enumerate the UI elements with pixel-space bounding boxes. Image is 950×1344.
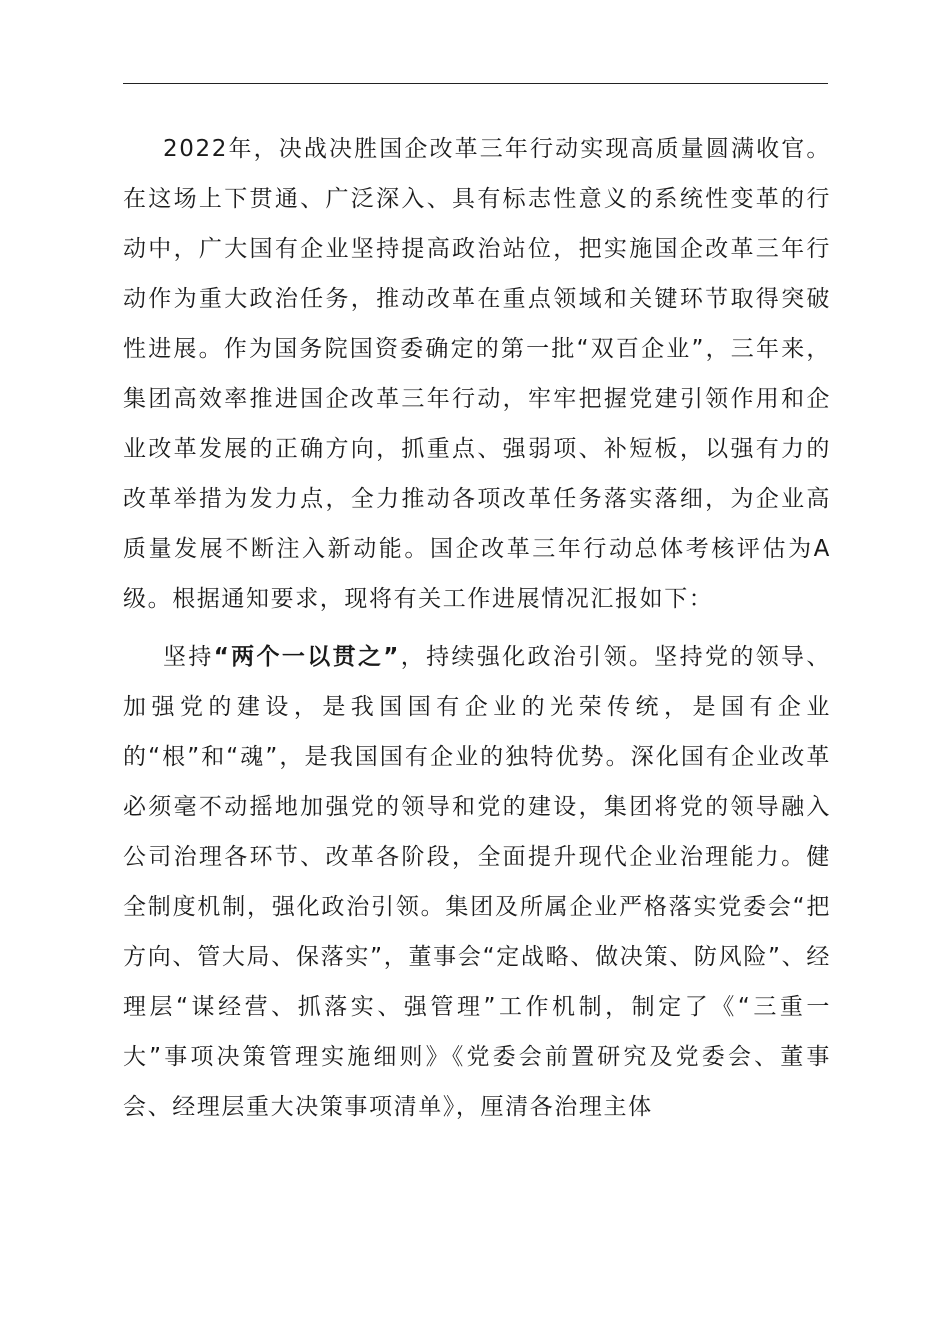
paragraph-political-guidance-text: ，持续强化政治引领。坚持党的领导、加强党的建设，是我国国有企业的光荣传统，是国有企业的“根”和“魂”，是我国国有企业的独特优势。深化国有企业改革必须毫不动摇地加强党的领导和党的建设，集团将党的领导融入公司治理各环节、改革各阶段，全面提升现代企业治理能力。健全制度机制，强化政治引领。集团及所属企业严格落实党委会“把方向、管大局、保落实”，董事会“定战略、做决策、防风险”、经理层“谋经营、抓落实、强管理”工作机制，制定了《“三重一大”事项决策管理实施细则》《党委会前置研究及党委会、董事会、经理层重大决策事项清单》，厘清各治理主体 xyxy=(123,644,831,1120)
paragraph-lead: 坚持 xyxy=(163,644,214,670)
paragraph-intro xyxy=(123,124,831,624)
paragraph-political-guidance xyxy=(123,632,831,1132)
paragraph-lead-bold-quote: “两个一以贯之” xyxy=(213,644,401,670)
document-body xyxy=(123,124,831,1132)
paragraph-intro-text: 2022年，决战决胜国企改革三年行动实现高质量圆满收官。在这场上下贯通、广泛深入、具有标志性意义的系统性变革的行动中，广大国有企业坚持提高政治站位，把实施国企改革三年行动作为重大政治任务，推动改革在重点领域和关键环节取得突破性进展。作为国务院国资委确定的第一批“双百企业”，三年来，集团高效率推进国企改革三年行动，牢牢把握党建引领作用和企业改革发展的正确方向，抓重点、强弱项、补短板，以强有力的改革举措为发力点，全力推动各项改革任务落实落细，为企业高质量发展不断注入新动能。国企改革三年行动总体考核评估为A级。根据通知要求，现将有关工作进展情况汇报如下： xyxy=(123,136,831,612)
header-rule xyxy=(123,83,828,84)
